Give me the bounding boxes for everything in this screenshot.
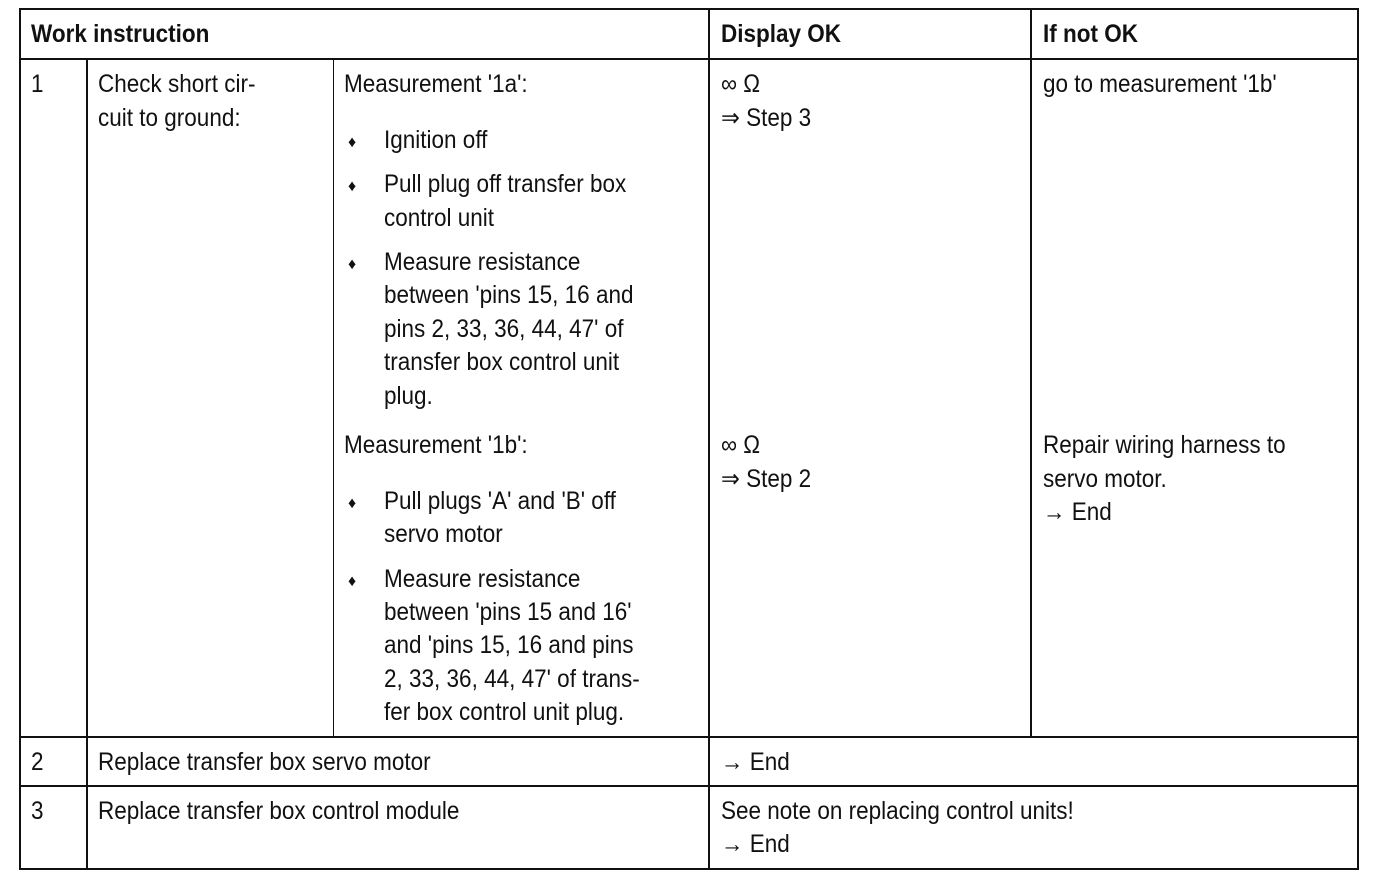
row-2-number: 2 <box>31 748 44 776</box>
measurement-1b-if-not-ok-line-2: servo motor. <box>1043 465 1167 493</box>
measurement-1a-step-2-line-2: control unit <box>384 204 495 232</box>
measurement-1a-if-not-ok: go to measurement '1b' <box>1043 70 1277 98</box>
measurement-1a-step-2-line-1: Pull plug off transfer box <box>384 170 627 198</box>
measurement-1b-if-not-ok-line-1: Repair wiring harness to <box>1043 431 1286 459</box>
row-rule-2 <box>19 785 1359 787</box>
task-column-rule <box>333 59 334 737</box>
measurement-1b-display-ok-line-1: ∞ Ω <box>721 431 761 459</box>
measurement-1b-step-1-line-2: servo motor <box>384 520 503 548</box>
diamond-bullet-icon: ♦ <box>348 178 357 195</box>
row-1-task-line-1: Check short cir- <box>98 70 256 98</box>
if-not-ok-column-rule <box>1030 8 1032 737</box>
measurement-1b-if-not-ok-line-3: → End <box>1043 498 1112 526</box>
work-instruction-table <box>19 8 1359 870</box>
table-border-bottom <box>19 868 1359 870</box>
row-1-number: 1 <box>31 70 44 98</box>
header-rule <box>19 58 1359 60</box>
display-ok-column-rule <box>708 8 710 870</box>
row-2-result: → End <box>721 748 790 776</box>
row-3-result-line-1: See note on replacing control units! <box>721 797 1074 825</box>
measurement-1a-step-3-line-4: transfer box control unit <box>384 348 620 376</box>
measurement-1b-step-1-line-1: Pull plugs 'A' and 'B' off <box>384 487 616 515</box>
number-column-rule <box>86 59 88 869</box>
diamond-bullet-icon: ♦ <box>348 256 357 273</box>
measurement-1a-display-ok-line-1: ∞ Ω <box>721 70 761 98</box>
measurement-1a-step-3-line-3: pins 2, 33, 36, 44, 47' of <box>384 315 624 343</box>
measurement-1b-step-2-line-4: 2, 33, 36, 44, 47' of trans- <box>384 665 640 693</box>
measurement-1b-title: Measurement '1b': <box>344 431 528 459</box>
header-work-instruction: Work instruction <box>31 20 210 48</box>
table-border-top <box>19 8 1359 10</box>
diamond-bullet-icon: ♦ <box>348 573 357 590</box>
table-border-right <box>1357 8 1359 870</box>
diamond-bullet-icon: ♦ <box>348 134 357 151</box>
measurement-1b-step-2-line-1: Measure resistance <box>384 565 581 593</box>
measurement-1a-step-3-line-1: Measure resistance <box>384 248 581 276</box>
row-3-task: Replace transfer box control module <box>98 797 460 825</box>
measurement-1a-step-3-line-2: between 'pins 15, 16 and <box>384 281 634 309</box>
measurement-1a-title: Measurement '1a': <box>344 70 528 98</box>
measurement-1b-step-2-line-3: and 'pins 15, 16 and pins <box>384 631 634 659</box>
row-1-task-line-2: cuit to ground: <box>98 104 241 132</box>
measurement-1a-step-1-line-1: Ignition off <box>384 126 488 154</box>
row-2-task: Replace transfer box servo motor <box>98 748 431 776</box>
row-rule-1 <box>19 736 1359 738</box>
row-3-result-line-2: → End <box>721 830 790 858</box>
measurement-1a-step-3-line-5: plug. <box>384 382 433 410</box>
table-border-left <box>19 8 21 870</box>
measurement-1b-step-2-line-2: between 'pins 15 and 16' <box>384 598 632 626</box>
measurement-1b-display-ok-line-2: ⇒ Step 2 <box>721 465 812 493</box>
diamond-bullet-icon: ♦ <box>348 495 357 512</box>
header-display-ok: Display OK <box>721 20 842 48</box>
row-3-number: 3 <box>31 797 44 825</box>
measurement-1a-display-ok-line-2: ⇒ Step 3 <box>721 104 812 132</box>
header-if-not-ok: If not OK <box>1043 20 1138 48</box>
measurement-1b-step-2-line-5: fer box control unit plug. <box>384 698 625 726</box>
